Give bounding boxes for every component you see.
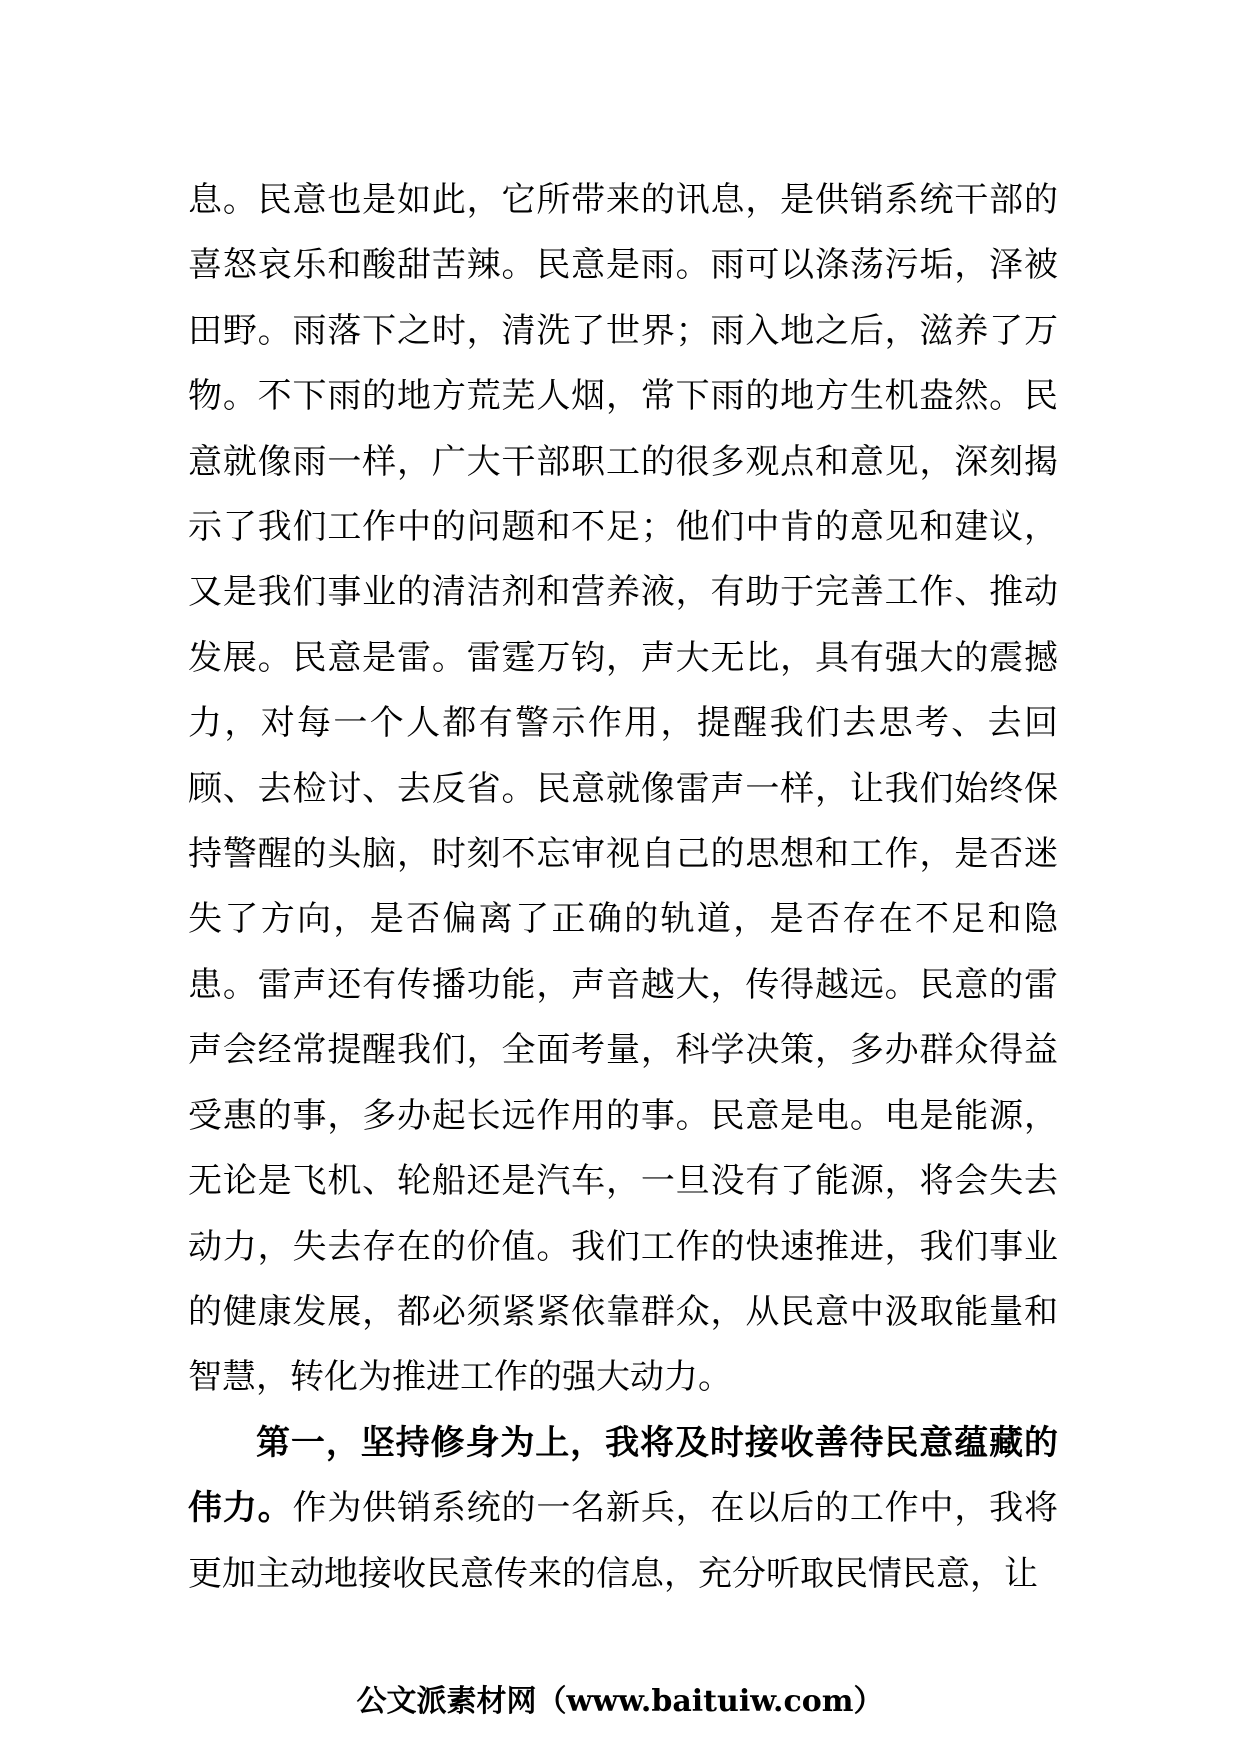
paragraph-text: 息。民意也是如此，它所带来的讯息，是供销系统干部的喜怒哀乐和酸甜苦辣。民意是雨。雨可以涤荡污垢，泽被田野。雨落下之时，清洗了世界；雨入地之后，滋养了万物。不下雨的地方荒芜人烟，常下雨的地方生机盎然。民意就像雨一样，广大干部职工的很多观点和意见，深刻揭示了我们工作中的问题和不足；他们中肯的意见和建议，又是我们事业的清洁剂和营养液，有助于完善工作、推动发展。民意是雷。雷霆万钧，声大无比，具有强大的震撼力，对每一个人都有警示作用，提醒我们去思考、去回顾、去检讨、去反省。民意就像雷声一样，让我们始终保持警醒的头脑，时刻不忘审视自己的思想和工作，是否迷失了方向，是否偏离了正确的轨道，是否存在不足和隐患。雷声还有传播功能，声音越大，传得越远。民意的雷声会经常提醒我们，全面考量，科学决策，多办群众得益受惠的事，多办起长远作用的事。民意是电。电是能源，无论是飞机、轮船还是汽车，一旦没有了能源，将会失去动力，失去存在的价值。我们工作的快速推进，我们事业的健康发展，都必须紧紧依靠群众，从民意中汲取能量和智慧，转化为推进工作的强大动力。 <box>188 180 1058 1398</box>
paragraph-first-point <box>188 1411 1058 1607</box>
document-body <box>188 168 1058 1607</box>
paragraph-continuation <box>188 168 1058 1411</box>
paragraph-text: 作为供销系统的一名新兵，在以后的工作中，我将更加主动地接收民意传来的信息，充分听取民情民意，让 <box>188 1488 1058 1594</box>
paragraph-lead: 第一，坚持修身为上，我将及时接收善待民意蕴藏的伟力。 <box>188 1422 1058 1529</box>
page-footer: 公文派素材网（www.baituiw.com） <box>356 1684 884 1719</box>
